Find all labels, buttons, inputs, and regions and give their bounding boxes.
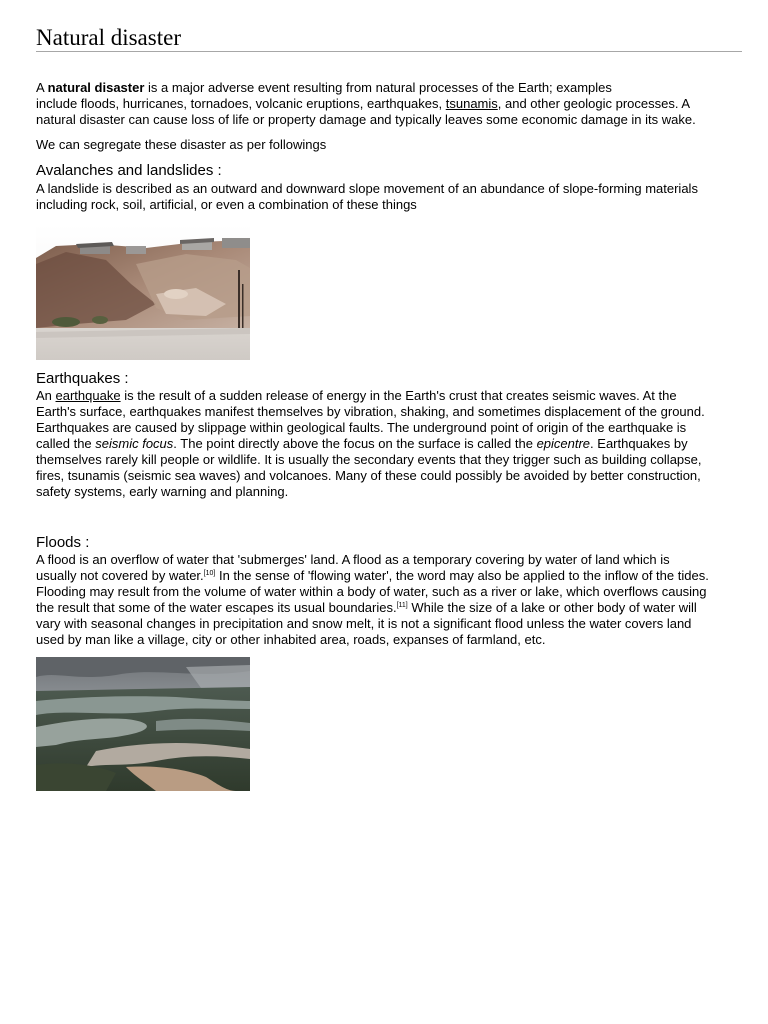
floods-paragraph: A flood is an overflow of water that 'submerges' land. A flood as a temporary covering by water of land which is usually not covered by water.[10] In the sense of 'flowing water', the word may also be applied to the inflow of the tides. Flooding may result from the volume of water within a body of water, such as a river or lake, which overflows causing the result that some of the water escapes its usual boundaries.[11] While the size of a lake or other body of water will vary with seasonal changes in precipitation and snow melt, it is not a significant flood unless the water covers land used by man like a village, city or other inhabited area, roads, expanses of farmland, etc. <box>36 552 709 647</box>
flood-image <box>36 657 250 791</box>
citation-10[interactable]: [10] <box>203 570 216 577</box>
term-seismic-focus: seismic focus <box>95 436 174 451</box>
intro-line: include floods, hurricanes, tornadoes, volcanic eruptions, earthquakes, tsunamis, and other geologic processes. A <box>36 96 691 111</box>
tsunamis-link[interactable]: tsunamis <box>445 96 498 111</box>
intro-line: A natural disaster is a major adverse event resulting from natural processes of the Earth; examples <box>36 80 612 95</box>
intro-line: natural disaster can cause loss of life or property damage and typically leaves some economic damage in its wake. <box>36 112 696 127</box>
landslide-image <box>36 224 250 360</box>
term-epicentre: epicentre <box>536 436 591 451</box>
citation-11[interactable]: [11] <box>396 602 408 609</box>
earthquakes-paragraph: An earthquake is the result of a sudden release of energy in the Earth's crust that creates seismic waves. At the Earth's surface, earthquakes manifest themselves by vibration, shaking, and sometimes displacement of the ground. Earthquakes are caused by slippage within geological faults. The underground point of origin of the earthquake is called the seismic focus. The point directly above the focus on the surface is called the epicentre. Earthquakes by themselves rarely kill people or wildlife. It is usually the secondary events that they trigger such as building collapse, fires, tsunamis (seismic sea waves) and volcanoes. Many of these could possibly be avoided by better construction, safety systems, early warning and planning. <box>36 388 705 499</box>
earthquake-link[interactable]: earthquake <box>55 388 121 403</box>
section-heading-avalanches: Avalanches and landslides : <box>36 162 222 179</box>
bold-term-natural-disaster: natural disaster <box>47 80 145 95</box>
avalanches-paragraph: A landslide is described as an outward and downward slope movement of an abundance of slope-forming materials including rock, soil, artificial, or even a combination of these things <box>36 181 698 212</box>
section-heading-earthquakes: Earthquakes : <box>36 370 129 387</box>
segregate-text: We can segregate these disaster as per followings <box>36 137 327 152</box>
page-title: Natural disaster <box>36 24 742 52</box>
section-heading-floods: Floods : <box>36 534 90 551</box>
intro-paragraph <box>36 80 742 128</box>
